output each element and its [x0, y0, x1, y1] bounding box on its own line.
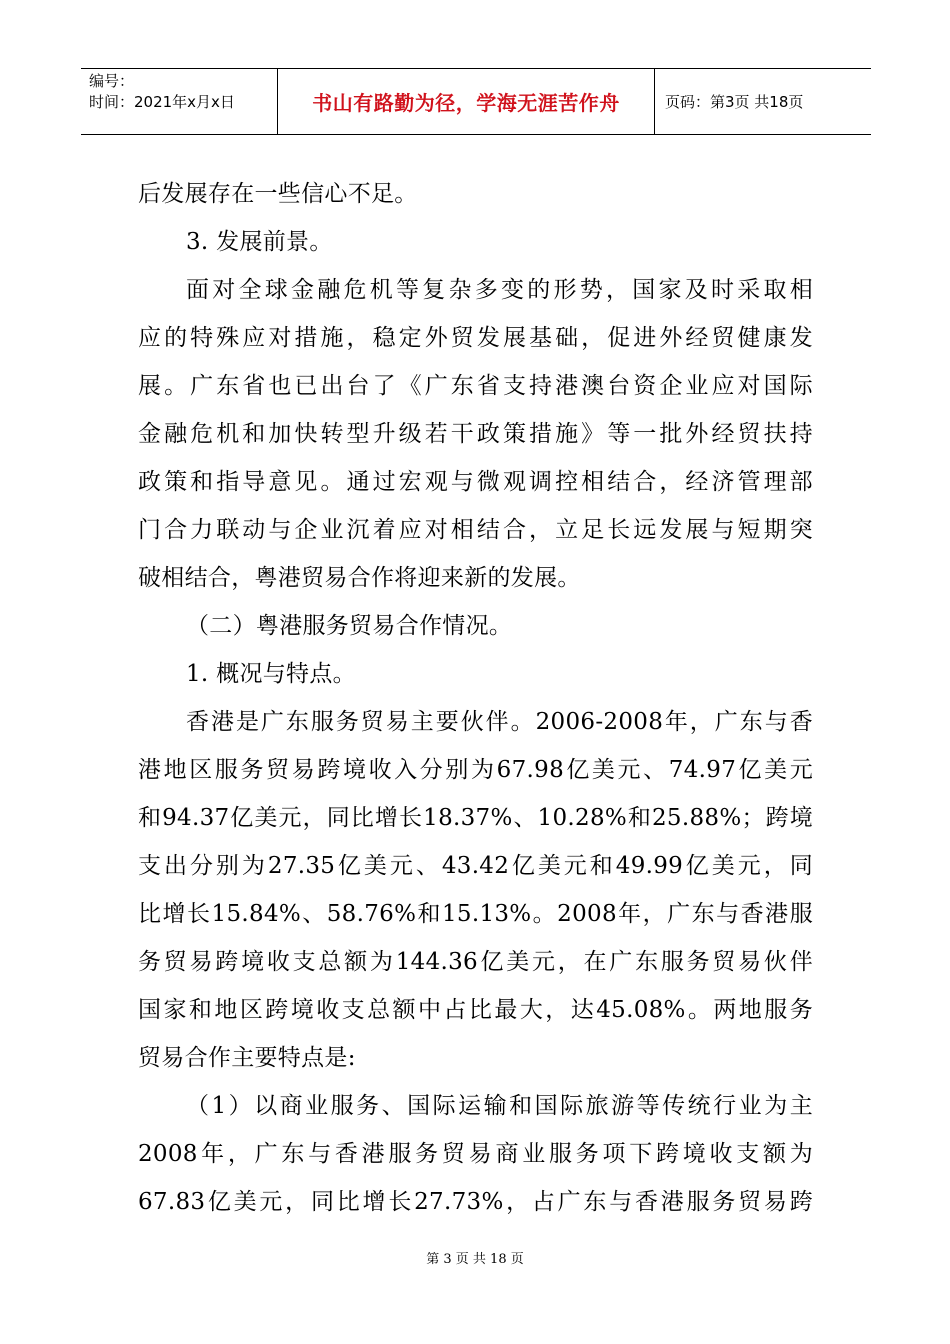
text-line: 国家和地区跨境收支总额中占比最大，达45.08%。两地服务: [138, 997, 813, 1023]
text-line: 应的特殊应对措施，稳定外贸发展基础，促进外经贸健康发: [138, 325, 813, 351]
section-heading: （二）粤港服务贸易合作情况。: [186, 613, 513, 639]
document-body: [138, 170, 813, 1226]
document-number-label: 编号：: [89, 72, 135, 90]
text-line: 展。广东省也已出台了《广东省支持港澳台资企业应对国际: [138, 373, 813, 399]
header-motto: 书山有路勤为径，学海无涯苦作舟: [312, 91, 620, 115]
header-motto-cell: [278, 69, 655, 134]
text-line: 支出分别为27.35亿美元、43.42亿美元和49.99亿美元，同: [138, 853, 813, 879]
header-page-cell: [655, 69, 871, 134]
text-line: 政策和指导意见。通过宏观与微观调控相结合，经济管理部: [138, 469, 813, 495]
text-line: 香港是广东服务贸易主要伙伴。2006-2008年，广东与香: [186, 709, 813, 735]
text-line: 门合力联动与企业沉着应对相结合，立足长远发展与短期突: [138, 517, 813, 543]
header-meta-cell: [81, 69, 278, 134]
section-heading: 3. 发展前景。: [186, 229, 333, 255]
text-line: 2008年，广东与香港服务贸易商业服务项下跨境收支额为: [138, 1141, 813, 1167]
text-line: 务贸易跨境收支总额为144.36亿美元，在广东服务贸易伙伴: [138, 949, 813, 975]
section-heading: （1）以商业服务、国际运输和国际旅游等传统行业为主: [186, 1093, 813, 1119]
text-line: 贸易合作主要特点是:: [138, 1045, 356, 1071]
document-date: 时间：2021年x月x日: [89, 93, 235, 111]
text-line: 比增长15.84%、58.76%和15.13%。2008年，广东与香港服: [138, 901, 813, 927]
text-line: 港地区服务贸易跨境收入分别为67.98亿美元、74.97亿美元: [138, 757, 813, 783]
text-line: 后发展存在一些信心不足。: [138, 181, 418, 207]
text-line: 面对全球金融危机等复杂多变的形势，国家及时采取相: [186, 277, 813, 303]
text-line: 67.83亿美元，同比增长27.73%，占广东与香港服务贸易跨: [138, 1189, 813, 1215]
header-page-info: 页码：第3页 共18页: [665, 93, 804, 111]
section-heading: 1. 概况与特点。: [186, 661, 356, 687]
page-header: [81, 68, 871, 135]
text-line: 破相结合，粤港贸易合作将迎来新的发展。: [138, 565, 581, 591]
text-line: 金融危机和加快转型升级若干政策措施》等一批外经贸扶持: [138, 421, 813, 447]
text-line: 和94.37亿美元，同比增长18.37%、10.28%和25.88%；跨境: [138, 805, 813, 831]
page-footer: 第 3 页 共 18 页: [426, 1252, 524, 1267]
